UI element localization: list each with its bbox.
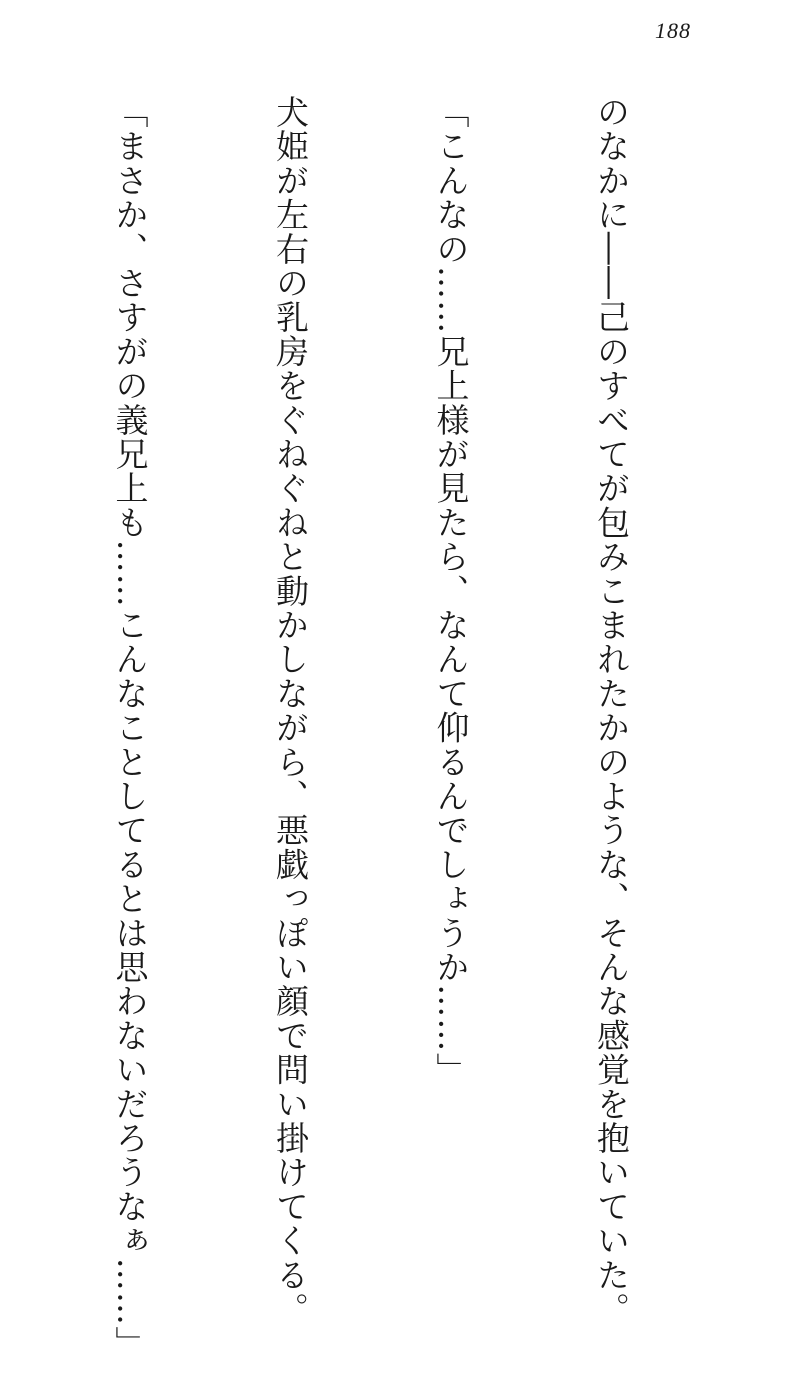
text-line: のなかに――己のすべてが包みこまれたかのような、そんな感覚を抱いていた。 bbox=[592, 95, 631, 1327]
vertical-text-body bbox=[45, 95, 745, 1361]
text-line: 「こんなの……兄上様が見たら、なんて仰るんでしょうか……」 bbox=[431, 95, 471, 1087]
page-number: 188 bbox=[655, 18, 691, 43]
text-line: 「まさか、さすがの義兄上も……こんなことしてるとは思わないだろうなぁ……」 bbox=[110, 95, 150, 1361]
text-line: 犬姫が左右の乳房をぐねぐねと動かしながら、悪戯っぽい顔で問い掛けてくる。 bbox=[271, 95, 310, 1327]
